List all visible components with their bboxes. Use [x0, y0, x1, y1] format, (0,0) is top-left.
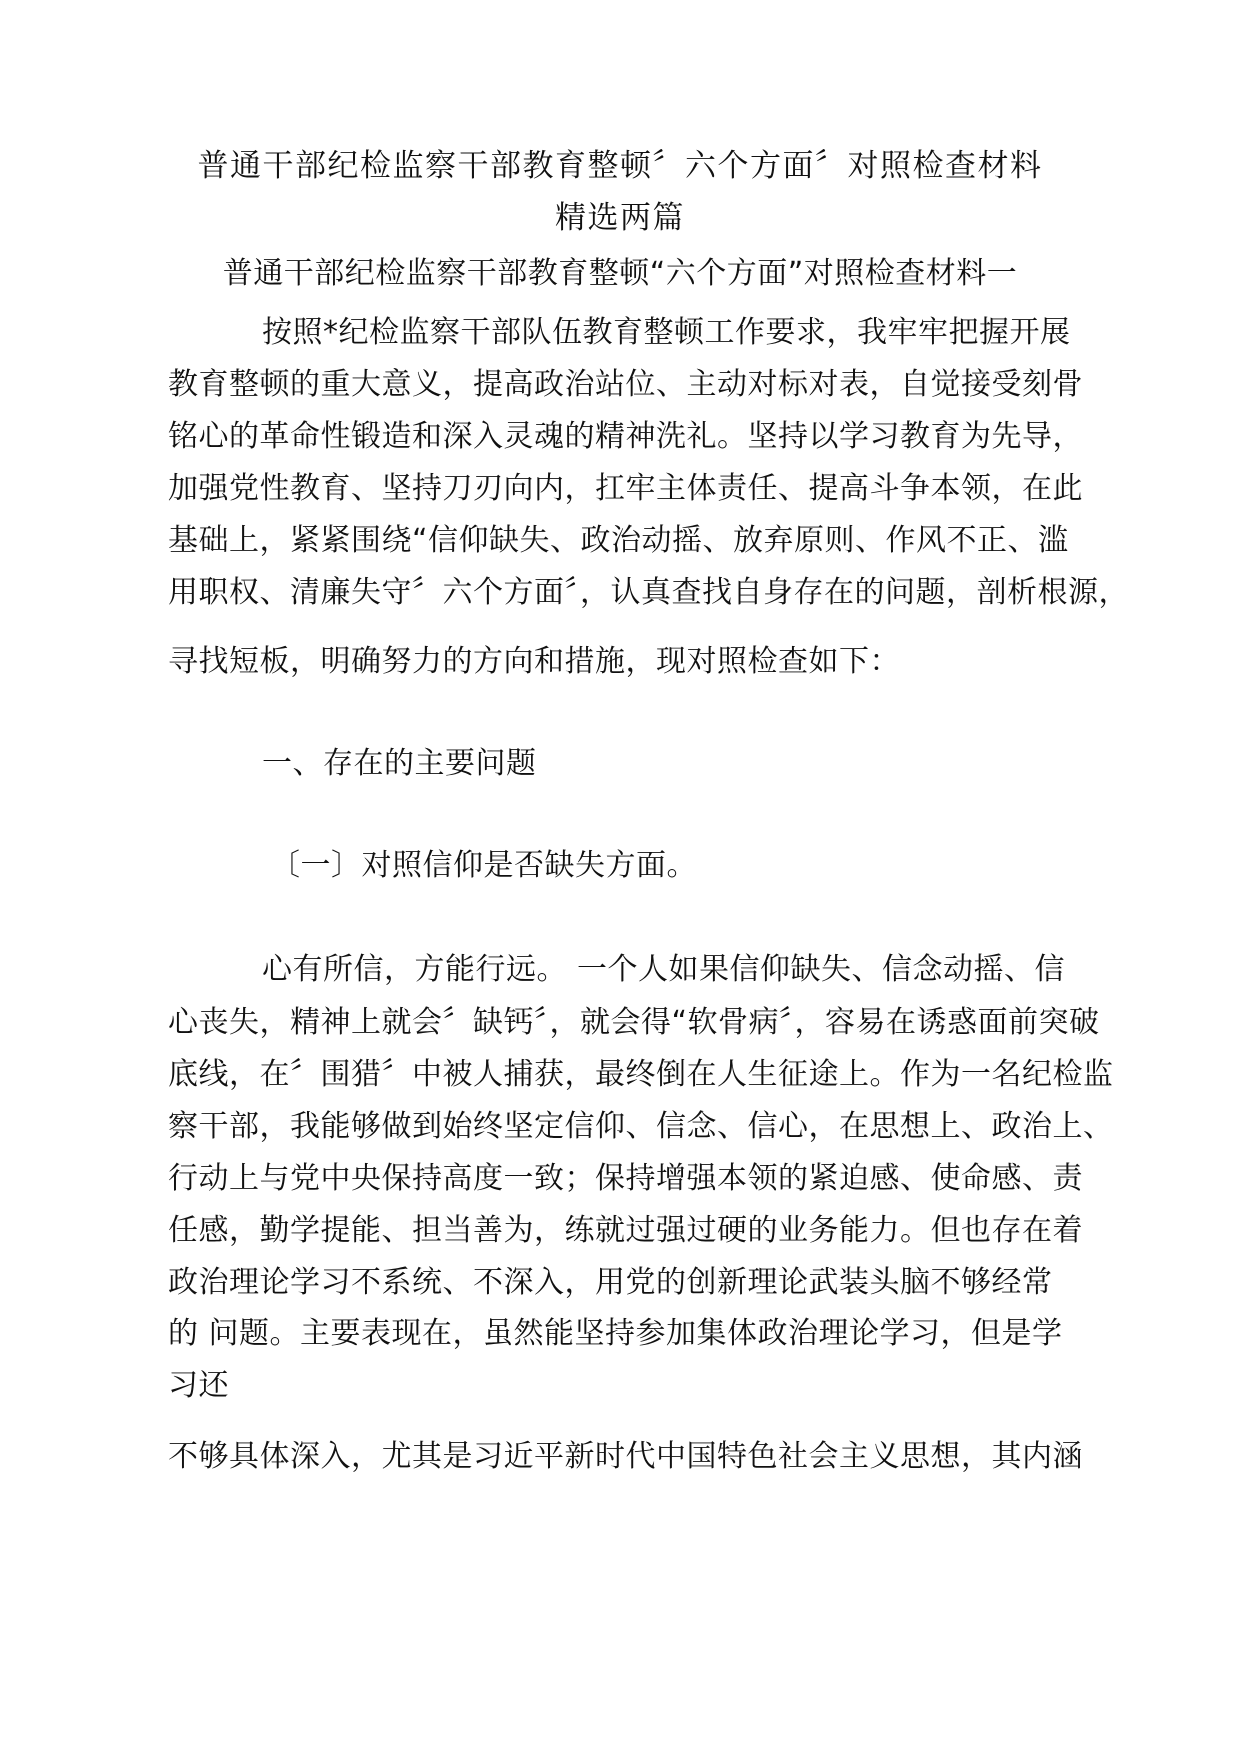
body-paragraph-line: 心有所信，方能行远。 一个人如果信仰缺失、信念动摇、信 — [262, 952, 1066, 987]
body-paragraph-line: 不够具体深入，尤其是习近平新时代中国特色社会主义思想，其内涵 — [168, 1439, 1083, 1474]
intro-paragraph-line: 加强党性教育、坚持刀刃向内，扛牢主体责任、提高斗争本领，在此 — [168, 471, 1083, 506]
body-paragraph-line: 行动上与党中央保持高度一致；保持增强本领的紧迫感、使命感、责 — [168, 1161, 1083, 1196]
intro-paragraph-line: 寻找短板，明确努力的方向和措施，现对照检查如下： — [168, 644, 900, 679]
document-title-line-2: 精选两篇 — [555, 200, 685, 236]
document-subtitle: 普通干部纪检监察干部教育整顿“六个方面”对照检查材料一 — [222, 256, 1018, 291]
body-paragraph-line: 底线，在〞围猎〞中被人捕获，最终倒在人生征途上。作为一名纪检监 — [168, 1057, 1114, 1092]
body-paragraph-line: 察干部，我能够做到始终坚定信仰、信念、信心，在思想上、政治上、 — [168, 1109, 1114, 1144]
intro-paragraph-line: 铭心的革命性锻造和深入灵魂的精神洗礼。坚持以学习教育为先导， — [168, 419, 1083, 454]
body-paragraph-line: 的 问题。主要表现在，虽然能坚持参加集体政治理论学习，但是学 — [168, 1316, 1063, 1351]
section-heading: 一、存在的主要问题 — [262, 746, 537, 781]
intro-paragraph-line: 基础上，紧紧围绕“信仰缺失、政治动摇、放弃原则、作风不正、滥 — [168, 523, 1069, 558]
body-paragraph-line: 政治理论学习不系统、不深入，用党的创新理论武装头脑不够经常 — [168, 1265, 1053, 1300]
body-paragraph-line: 习还 — [168, 1368, 229, 1403]
subsection-heading: 〔一〕对照信仰是否缺失方面。 — [270, 848, 697, 883]
intro-paragraph-line: 用职权、清廉失守〞六个方面〞，认真查找自身存在的问题，剖析根源， — [168, 575, 1129, 610]
intro-paragraph-line: 按照*纪检监察干部队伍教育整顿工作要求，我牢牢把握开展 — [262, 315, 1071, 350]
body-paragraph-line: 任感，勤学提能、担当善为，练就过强过硬的业务能力。但也存在着 — [168, 1213, 1083, 1248]
body-paragraph-line: 心丧失，精神上就会〞缺钙〞，就会得“软骨病〞，容易在诱惑面前突破 — [168, 1005, 1100, 1040]
intro-paragraph-line: 教育整顿的重大意义，提高政治站位、主动对标对表，自觉接受刻骨 — [168, 367, 1083, 402]
document-title-line-1: 普通干部纪检监察干部教育整顿〞六个方面〞对照检查材料 — [197, 148, 1043, 184]
